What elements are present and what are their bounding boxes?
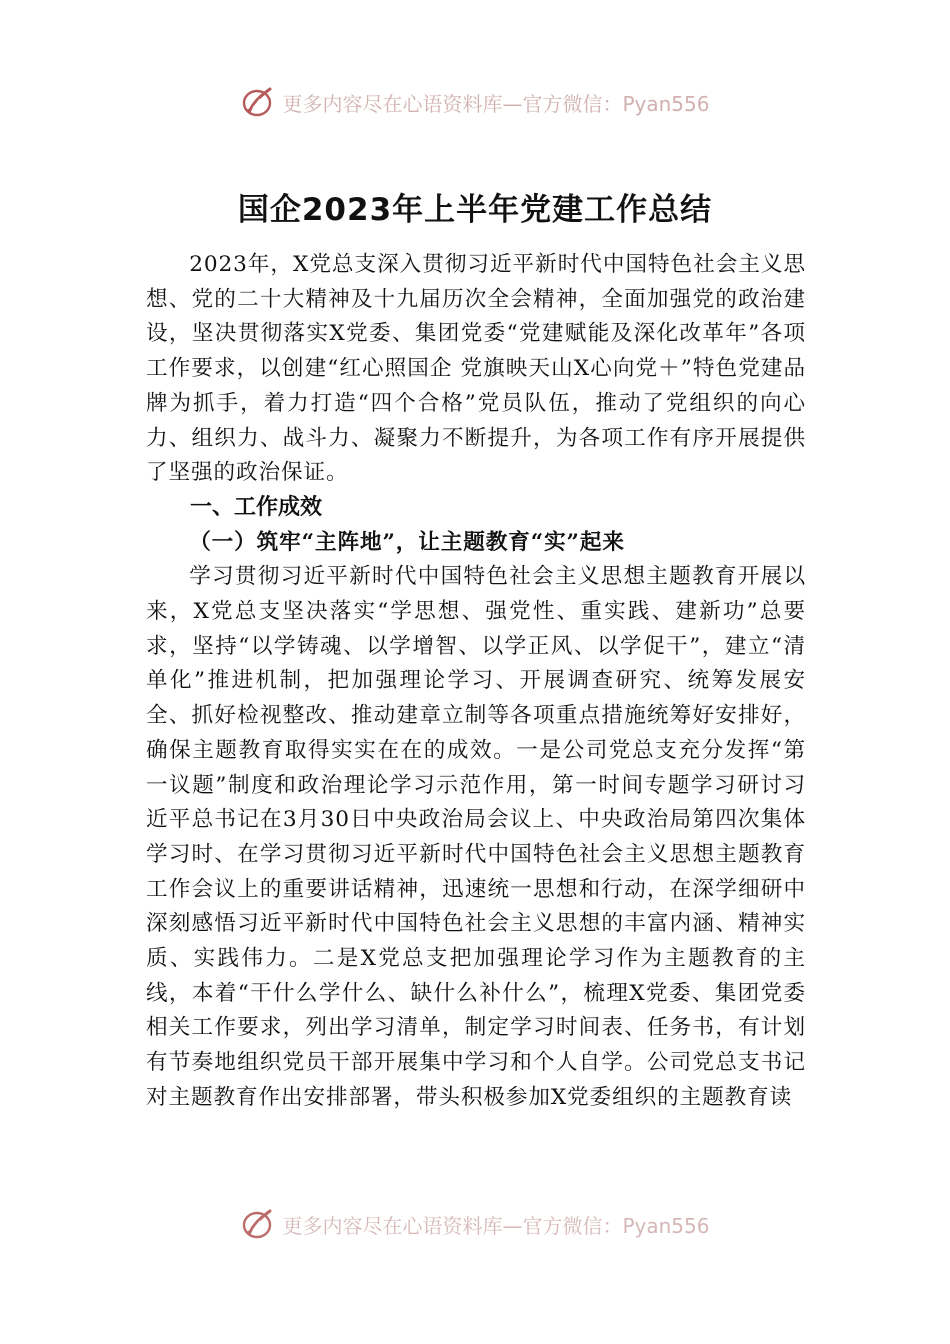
document-body bbox=[146, 248, 806, 1116]
watermark-header bbox=[0, 82, 950, 122]
subsection-paragraph: 学习贯彻习近平新时代中国特色社会主义思想主题教育开展以来，X党总支坚决落实“学思想、强党性、重实践、建新功”总要求，坚持“以学铸魂、以学增智、以学正风、以学促干”，建立“清单化”推进机制，把加强理论学习、开展调查研究、统筹发展安全、抓好检视整改、推动建章立制等各项重点措施统筹好安排好，确保主题教育取得实实在在的成效。一是公司党总支充分发挥“第一议题”制度和政治理论学习示范作用，第一时间专题学习研讨习近平总书记在3月30日中央政治局会议上、中央政治局第四次集体学习时、在学习贯彻习近平新时代中国特色社会主义思想主题教育工作会议上的重要讲话精神，迅速统一思想和行动，在深学细研中深刻感悟习近平新时代中国特色社会主义思想的丰富内涵、精神实质、实践伟力。二是X党总支把加强理论学习作为主题教育的主线，本着“干什么学什么、缺什么补什么”，梳理X党委、集团党委相关工作要求，列出学习清单，制定学习时间表、任务书，有计划有节奏地组织党员干部开展集中学习和个人自学。公司党总支书记对主题教育作出安排部署，带头积极参加X党委组织的主题教育读 bbox=[146, 564, 806, 1110]
document-title: 国企2023年上半年党建工作总结 bbox=[237, 192, 713, 228]
watermark-text: 更多内容尽在心语资料库—官方微信：Pyan556 bbox=[282, 1213, 710, 1238]
watermark-text: 更多内容尽在心语资料库—官方微信：Pyan556 bbox=[282, 91, 710, 116]
pen-logo-icon bbox=[240, 84, 278, 120]
pen-logo-icon bbox=[240, 1206, 278, 1242]
intro-paragraph: 2023年，X党总支深入贯彻习近平新时代中国特色社会主义思想、党的二十大精神及十九届历次全会精神，全面加强党的政治建设，坚决贯彻落实X党委、集团党委“党建赋能及深化改革年”各项工作要求，以创建“红心照国企 党旗映天山X心向党＋”特色党建品牌为抓手，着力打造“四个合格”党员队伍，推动了党组织的向心力、组织力、战斗力、凝聚力不断提升，为各项工作有序开展提供了坚强的政治保证。 bbox=[146, 252, 806, 486]
watermark-footer bbox=[0, 1204, 950, 1244]
subsection-heading: （一）筑牢“主阵地”，让主题教育“实”起来 bbox=[189, 529, 625, 555]
section-heading: 一、工作成效 bbox=[190, 494, 323, 520]
